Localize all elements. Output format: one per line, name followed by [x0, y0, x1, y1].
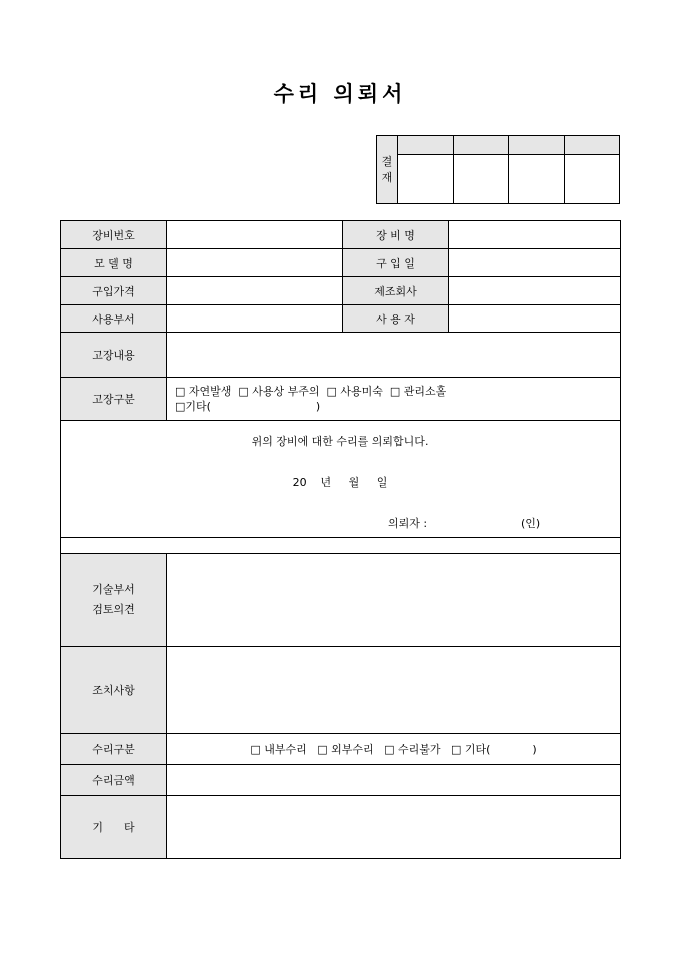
approval-head-3: [509, 136, 565, 155]
equip-name-field[interactable]: [449, 221, 621, 249]
etc-field[interactable]: [167, 796, 621, 859]
purchase-price-field[interactable]: [167, 277, 343, 305]
page-title: 수리 의뢰서: [273, 81, 407, 106]
approval-sign-2[interactable]: [453, 155, 509, 204]
approval-label-1: 결: [381, 154, 393, 168]
requester-label: 의뢰자 :: [388, 517, 428, 530]
user-field[interactable]: [449, 305, 621, 333]
equip-no-field[interactable]: [167, 221, 343, 249]
repair-type-label: 수리구분: [61, 734, 167, 765]
request-form-table: [60, 220, 621, 859]
tech-review-label: [61, 554, 167, 647]
manufacturer-label: 제조회사: [343, 277, 449, 305]
approval-head-4: [564, 136, 620, 155]
purchase-date-label: 구 입 일: [343, 249, 449, 277]
purchase-date-field[interactable]: [449, 249, 621, 277]
tech-review-label-1: 기술부서: [92, 583, 135, 596]
approval-sign-3[interactable]: [509, 155, 565, 204]
seal-label: (인): [521, 517, 541, 530]
approval-sign-4[interactable]: [564, 155, 620, 204]
repair-cost-label: 수리금액: [61, 765, 167, 796]
fault-options-line2[interactable]: □기타( ): [175, 400, 321, 413]
dept-field[interactable]: [167, 305, 343, 333]
repair-cost-field[interactable]: [167, 765, 621, 796]
fault-options-line1[interactable]: □ 자연발생 □ 사용상 부주의 □ 사용미숙 □ 관리소홀: [175, 385, 447, 398]
approval-label: [377, 136, 398, 204]
user-label: 사 용 자: [343, 305, 449, 333]
purchase-price-label: 구입가격: [61, 277, 167, 305]
fault-type-label: 고장구분: [61, 378, 167, 421]
fault-content-label: 고장내용: [61, 333, 167, 378]
tech-review-field[interactable]: [167, 554, 621, 647]
equip-no-label: 장비번호: [61, 221, 167, 249]
notice-cell: [61, 421, 621, 538]
fault-type-options[interactable]: [167, 378, 621, 421]
approval-sign-1[interactable]: [398, 155, 454, 204]
approval-head-2: [453, 136, 509, 155]
model-label: 모 델 명: [61, 249, 167, 277]
action-field[interactable]: [167, 647, 621, 734]
notice-date: 20 년 월 일: [292, 476, 388, 489]
fault-content-field[interactable]: [167, 333, 621, 378]
repair-type-options[interactable]: □ 내부수리 □ 외부수리 □ 수리불가 □ 기타( ): [167, 734, 621, 765]
equip-name-label: 장 비 명: [343, 221, 449, 249]
notice-sentence: 위의 장비에 대한 수리를 의뢰합니다.: [251, 435, 429, 448]
etc-label: 기 타: [61, 796, 167, 859]
dept-label: 사용부서: [61, 305, 167, 333]
manufacturer-field[interactable]: [449, 277, 621, 305]
action-label: 조치사항: [61, 647, 167, 734]
approval-label-2: 재: [381, 170, 393, 184]
spacer-row: [61, 538, 621, 554]
tech-review-label-2: 검토의견: [92, 603, 135, 616]
model-field[interactable]: [167, 249, 343, 277]
approval-box: [376, 135, 620, 204]
approval-head-1: [398, 136, 454, 155]
